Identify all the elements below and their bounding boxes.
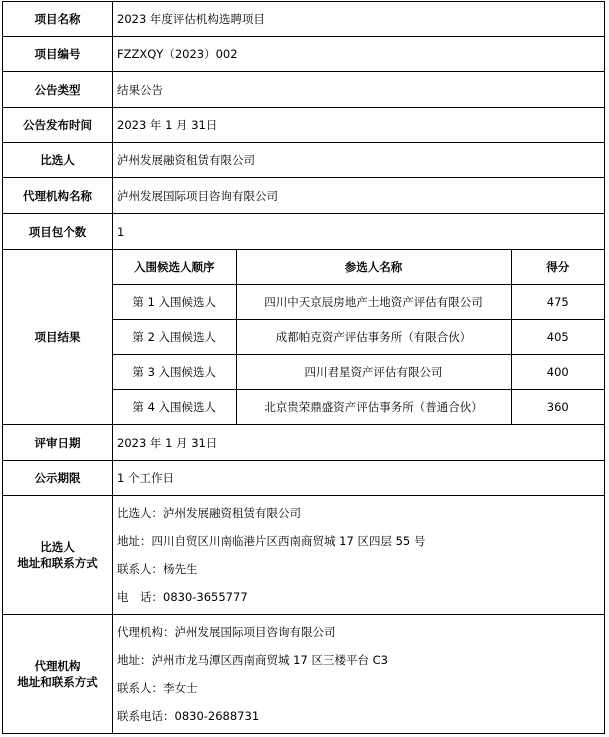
result-participant: 四川君星资产评估有限公司 [236, 355, 511, 390]
project-result-cell [113, 250, 605, 425]
result-participant: 成都帕克资产评估事务所（有限合伙） [236, 320, 511, 355]
selector-contact-label [3, 496, 113, 615]
result-order: 第 2 入围候选人 [113, 320, 236, 355]
result-participant: 四川中天京辰房地产土地资产评估有限公司 [236, 285, 511, 320]
row-package-count [3, 214, 605, 250]
publish-time-value: 2023 年 1 月 31日 [113, 108, 605, 143]
row-publicity-period [3, 461, 605, 496]
selector-value: 泸州发展融资租赁有限公司 [113, 143, 605, 178]
result-order: 第 3 入围候选人 [113, 355, 236, 390]
publish-time-label: 公告发布时间 [3, 108, 113, 143]
publicity-period-value: 1 个工作日 [113, 461, 605, 496]
result-order: 第 4 入围候选人 [113, 390, 236, 425]
project-name-label: 项目名称 [3, 2, 113, 37]
result-header-order: 入围候选人顺序 [113, 250, 236, 285]
project-result-label: 项目结果 [3, 250, 113, 425]
agency-contact-info [113, 615, 605, 734]
row-notice-type [3, 72, 605, 108]
result-header-name: 参选人名称 [236, 250, 511, 285]
row-project-no [3, 37, 605, 72]
row-selector-contact [3, 496, 605, 615]
agency-contact-person: 联系人：李女士 [117, 681, 198, 695]
row-project-name [3, 2, 605, 37]
result-header-score: 得分 [511, 250, 604, 285]
agency-contact-label-line2: 地址和联系方式 [17, 675, 98, 689]
result-score: 405 [511, 320, 604, 355]
agency-label: 代理机构名称 [3, 178, 113, 214]
result-participant: 北京贵荣鼎盛资产评估事务所（普通合伙） [236, 390, 511, 425]
project-no-value: FZZXQY（2023）002 [113, 37, 605, 72]
package-count-value: 1 [113, 214, 605, 250]
result-row [113, 320, 604, 355]
notice-type-label: 公告类型 [3, 72, 113, 108]
selector-contact-phone: 电 话：0830-3655777 [117, 590, 248, 604]
result-row [113, 355, 604, 390]
publicity-period-label: 公示期限 [3, 461, 113, 496]
project-name-value: 2023 年度评估机构选聘项目 [113, 2, 605, 37]
notice-type-value: 结果公告 [113, 72, 605, 108]
result-score: 400 [511, 355, 604, 390]
result-order: 第 1 入围候选人 [113, 285, 236, 320]
announcement-table [2, 1, 605, 734]
selector-contact-name: 比选人：泸州发展融资租赁有限公司 [117, 506, 301, 520]
row-project-result [3, 250, 605, 425]
selector-label: 比选人 [3, 143, 113, 178]
review-date-value: 2023 年 1 月 31日 [113, 425, 605, 461]
review-date-label: 评审日期 [3, 425, 113, 461]
result-row [113, 390, 604, 425]
agency-contact-name: 代理机构：泸州发展国际项目咨询有限公司 [117, 625, 336, 639]
agency-value: 泸州发展国际项目咨询有限公司 [113, 178, 605, 214]
agency-contact-phone: 联系电话：0830-2688731 [117, 709, 260, 723]
selector-contact-address: 地址：四川自贸区川南临港片区西南商贸城 17 区四层 55 号 [117, 534, 426, 548]
agency-contact-label [3, 615, 113, 734]
result-table [113, 250, 604, 424]
row-agency [3, 178, 605, 214]
selector-contact-label-line2: 地址和联系方式 [17, 556, 98, 570]
project-no-label: 项目编号 [3, 37, 113, 72]
row-publish-time [3, 108, 605, 143]
package-count-label: 项目包个数 [3, 214, 113, 250]
selector-contact-person: 联系人：杨先生 [117, 562, 198, 576]
result-header-row [113, 250, 604, 285]
result-score: 475 [511, 285, 604, 320]
agency-contact-address: 地址：泸州市龙马潭区西南商贸城 17 区三楼平台 C3 [117, 653, 388, 667]
row-review-date [3, 425, 605, 461]
selector-contact-info [113, 496, 605, 615]
agency-contact-label-line1: 代理机构 [34, 659, 81, 673]
row-selector [3, 143, 605, 178]
result-row [113, 285, 604, 320]
result-score: 360 [511, 390, 604, 425]
selector-contact-label-line1: 比选人 [40, 540, 75, 554]
row-agency-contact [3, 615, 605, 734]
